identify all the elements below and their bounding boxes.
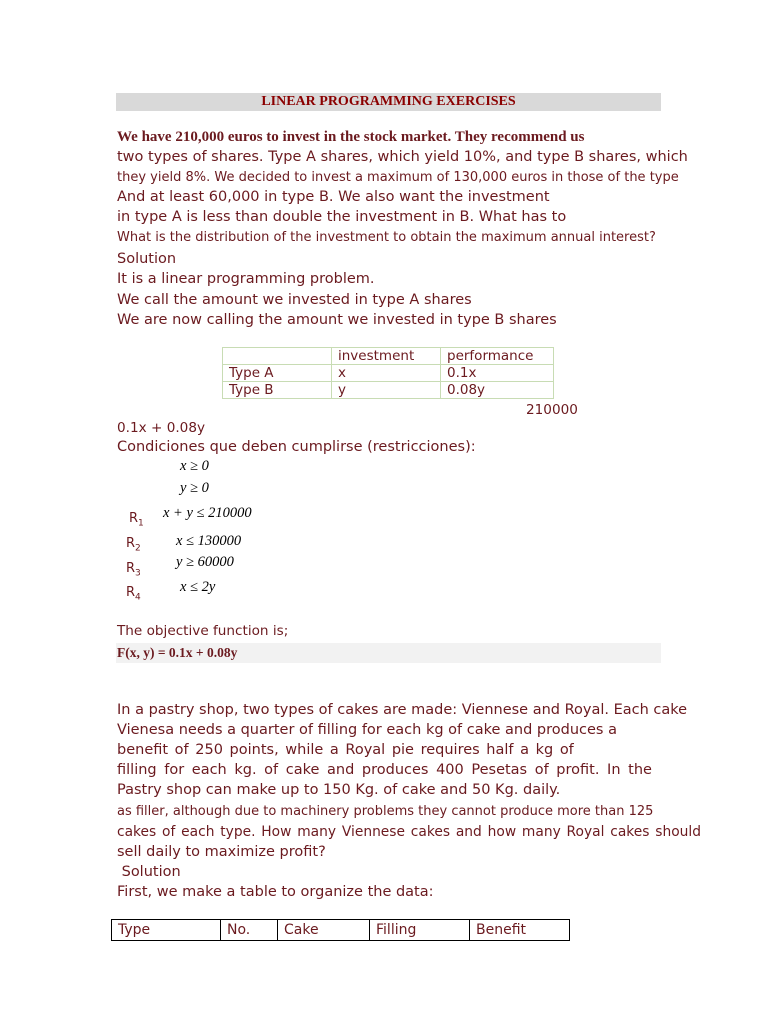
constraint-x-nonneg: x ≥ 0 xyxy=(180,458,209,474)
problem1-line-5: in type A is less than double the investment in B. What has to xyxy=(117,209,567,225)
table-cell: performance xyxy=(441,348,554,365)
table-row xyxy=(223,382,554,399)
table-cell: y xyxy=(332,382,441,399)
constraint-y-nonneg: y ≥ 0 xyxy=(180,480,209,496)
constraint-r1: x + y ≤ 210000 xyxy=(163,505,252,521)
table-row xyxy=(223,348,554,365)
problem2-line-1: In a pastry shop, two types of cakes are made: Viennese and Royal. Each cake xyxy=(117,702,688,718)
table-header-cell: Type xyxy=(112,920,221,941)
constraint-r2: x ≤ 130000 xyxy=(176,533,242,549)
problem2-line-6: as filler, although due to machinery problems they cannot produce more than 125 xyxy=(117,804,654,819)
table-header-cell: Filling xyxy=(370,920,470,941)
table-cell: investment xyxy=(332,348,441,365)
problem1-line-8: It is a linear programming problem. xyxy=(117,271,375,287)
table-cell: Type A xyxy=(223,365,332,382)
table-cell: 0.08y xyxy=(441,382,554,399)
constraint-label-r3: $R_3$ xyxy=(126,561,141,579)
table-cell xyxy=(223,348,332,365)
table-header-cell: Cake xyxy=(278,920,370,941)
problem2-line-5: Pastry shop can make up to 150 Kg. of cake and 50 Kg. daily. xyxy=(117,782,561,798)
constraint-label-r2: $R_2$ xyxy=(126,536,141,554)
problem2-line-7: cakes of each type. How many Viennese cakes and how many Royal cakes should xyxy=(117,824,701,840)
expression: 0.1x + 0.08y xyxy=(117,420,206,436)
constraint-label-r1: $R_1$ xyxy=(129,511,144,529)
problem1-line-1: We have 210,000 euros to invest in the stock market. They recommend us xyxy=(117,129,585,145)
table-cell: x xyxy=(332,365,441,382)
objective-function: F(x, y) = 0.1x + 0.08y xyxy=(117,645,238,660)
constraint-label-r4: $R_4$ xyxy=(126,585,141,603)
problem1-line-10: We are now calling the amount we invested in type B shares xyxy=(117,312,557,328)
constraint-r4: x ≤ 2y xyxy=(180,579,216,595)
problem2-line-2: Vienesa needs a quarter of filling for each kg of cake and produces a xyxy=(117,722,617,738)
table-cell: 0.1x xyxy=(441,365,554,382)
table-row xyxy=(223,365,554,382)
problem2-line-10: First, we make a table to organize the data: xyxy=(117,884,434,900)
table-row xyxy=(112,920,570,941)
table-header-cell: No. xyxy=(221,920,278,941)
table-header-cell: Benefit xyxy=(470,920,570,941)
conditions-label: Condiciones que deben cumplirse (restricciones): xyxy=(117,439,476,455)
solution-heading: Solution xyxy=(117,251,177,267)
problem1-line-4: And at least 60,000 in type B. We also want the investment xyxy=(117,189,550,205)
problem1-line-3: they yield 8%. We decided to invest a maximum of 130,000 euros in those of the type xyxy=(117,170,679,185)
investment-table xyxy=(222,347,554,399)
problem1-line-6: What is the distribution of the investment to obtain the maximum annual interest? xyxy=(117,230,656,245)
problem2-line-4: filling for each kg. of cake and produces 400 Pesetas of profit. In the xyxy=(117,762,652,778)
solution-heading-2: Solution xyxy=(117,864,181,880)
page-title: LINEAR PROGRAMMING EXERCISES xyxy=(116,93,661,111)
problem1-line-9: We call the amount we invested in type A shares xyxy=(117,292,472,308)
objective-label: The objective function is; xyxy=(117,623,289,639)
problem2-line-3: benefit of 250 points, while a Royal pie requires half a kg of xyxy=(117,742,574,758)
table-cell: Type B xyxy=(223,382,332,399)
total-amount: 210000 xyxy=(526,402,578,418)
problem2-line-8: sell daily to maximize profit? xyxy=(117,844,326,860)
problem1-line-2: two types of shares. Type A shares, which yield 10%, and type B shares, which xyxy=(117,149,688,165)
cake-table xyxy=(111,919,570,941)
constraint-r3: y ≥ 60000 xyxy=(176,554,234,570)
